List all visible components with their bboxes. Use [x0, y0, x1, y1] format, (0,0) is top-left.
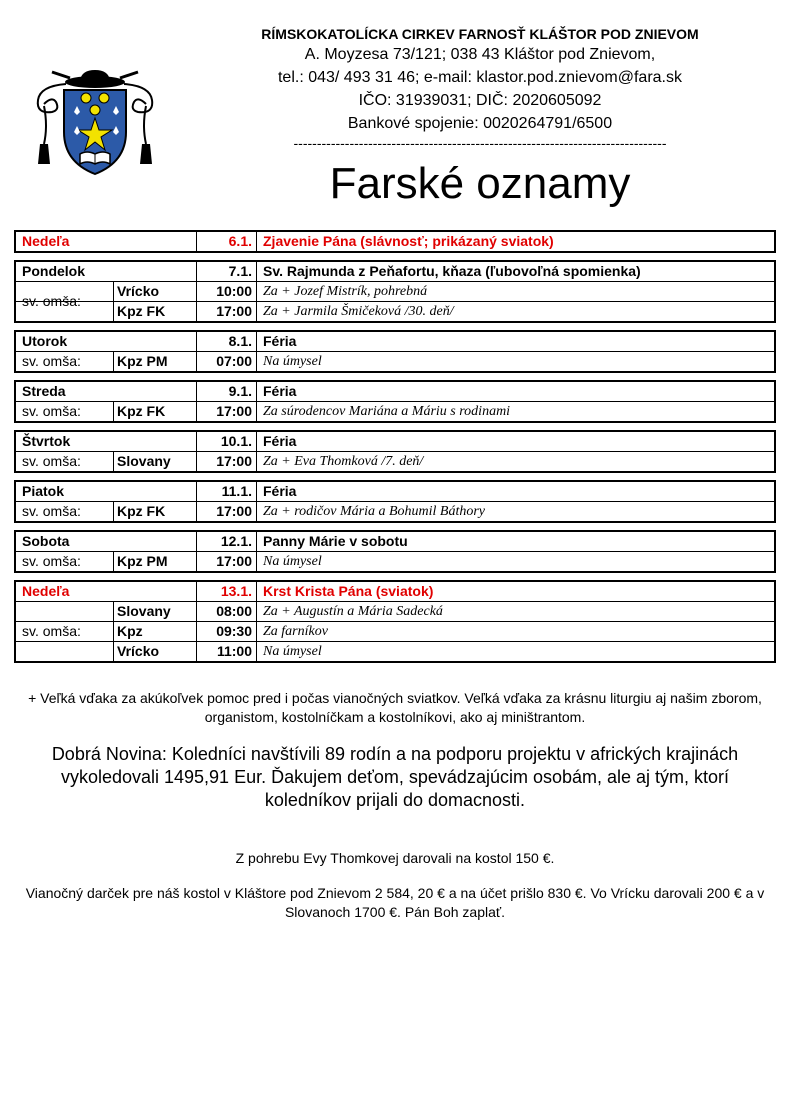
mass-label: sv. omša: — [22, 293, 81, 309]
mass-time: 07:00 — [197, 352, 257, 371]
mass-time: 08:00 — [197, 602, 257, 621]
day-header-row — [16, 262, 774, 281]
mass-label: sv. omša: — [22, 453, 81, 469]
day-block — [14, 230, 776, 253]
parish-bank: Bankové spojenie: 0020264791/6500 — [347, 115, 613, 132]
day-name: Nedeľa — [16, 582, 197, 601]
parish-ids: IČO: 31939031; DIČ: 2020605092 — [358, 92, 602, 109]
day-header-row — [16, 332, 774, 351]
mass-row — [16, 401, 774, 421]
mass-intent: Za + rodičov Mária a Bohumil Báthory — [263, 504, 486, 519]
day-description: Zjavenie Pána (slávnosť; prikázaný sviatok) — [263, 233, 554, 249]
day-date: 12.1. — [197, 532, 257, 551]
day-name: Nedeľa — [16, 232, 197, 251]
mass-time: 17:00 — [197, 552, 257, 571]
day-date: 10.1. — [197, 432, 257, 451]
gift-note: Vianočný darček pre náš kostol v Kláštore pod Znievom 2 584, 20 € a na účet prišlo 830 €. Vo Vrícku darovali 200 € a v Slovanoch 1700 €. Pán Boh zaplať. — [25, 885, 765, 920]
mass-time: 17:00 — [197, 502, 257, 521]
funeral-note: Z pohrebu Evy Thomkovej darovali na kostol 150 €. — [235, 850, 555, 866]
parish-contact: tel.: 043/ 493 31 46; e-mail: klastor.pod.znievom@fara.sk — [277, 69, 682, 86]
mass-intent: Na úmysel — [263, 554, 322, 569]
mass-intent: Za + Jarmila Šmičeková /30. deň/ — [263, 304, 454, 319]
mass-label: sv. omša: — [22, 403, 81, 419]
mass-intent: Za farníkov — [263, 624, 328, 639]
day-description: Panny Márie v sobotu — [263, 533, 408, 549]
mass-row — [16, 501, 774, 521]
day-block — [14, 580, 776, 663]
day-name: Pondelok — [16, 262, 197, 281]
day-name: Utorok — [16, 332, 197, 351]
mass-place: Slovany — [113, 452, 197, 471]
day-description: Féria — [263, 483, 297, 499]
mass-time: 09:30 — [197, 622, 257, 641]
mass-row — [16, 451, 774, 471]
day-date: 8.1. — [197, 332, 257, 351]
mass-place: Slovany — [113, 602, 197, 621]
mass-intent: Na úmysel — [263, 644, 322, 659]
day-header-row — [16, 382, 774, 401]
thanks-note: + Veľká vďaka za akúkoľvek pomoc pred i počas vianočných sviatkov. Veľká vďaka za krásnu liturgiu aj našim zborom, organistom, kostolníčkam a kostolníkovi, ako aj miništrantom. — [28, 690, 762, 725]
mass-intent: Za súrodencov Mariána a Máriu s rodinami — [263, 404, 511, 419]
mass-row — [16, 351, 774, 371]
day-header-row — [16, 232, 774, 251]
day-header-row — [16, 582, 774, 601]
mass-intent: Za + Augustín a Mária Sadecká — [263, 604, 443, 619]
day-description: Féria — [263, 383, 297, 399]
mass-place: Kpz FK — [113, 402, 197, 421]
mass-label: sv. omša: — [22, 623, 81, 639]
day-description: Sv. Rajmunda z Peňafortu, kňaza (ľubovoľná spomienka) — [263, 263, 641, 279]
day-header-row — [16, 482, 774, 501]
mass-row — [16, 281, 774, 301]
day-block — [14, 330, 776, 373]
mass-place: Vrícko — [113, 282, 197, 301]
day-name: Sobota — [16, 532, 197, 551]
mass-time: 17:00 — [197, 402, 257, 421]
header-separator: -------------------------------------------------------------------------------- — [293, 135, 667, 151]
mass-place: Kpz FK — [113, 502, 197, 521]
day-header-row — [16, 432, 774, 451]
page-title: Farské oznamy — [329, 159, 631, 208]
mass-row — [16, 551, 774, 571]
day-date: 11.1. — [197, 482, 257, 501]
mass-place: Vrícko — [113, 642, 197, 661]
mass-row — [16, 641, 774, 661]
day-header-row — [16, 532, 774, 551]
mass-intent: Za + Eva Thomková /7. deň/ — [263, 454, 424, 469]
mass-place: Kpz FK — [113, 302, 197, 321]
mass-label: sv. omša: — [22, 503, 81, 519]
good-news-note: Dobrá Novina: Koledníci navštívili 89 rodín a na podporu projektu v afrických krajinách vykoledovali 1495,91 Eur. Ďakujem deťom, spevádzajúcim osobám, ale aj tým, ktorí koledníkov prijali do domacnosti. — [51, 744, 739, 810]
day-description: Féria — [263, 333, 297, 349]
mass-place: Kpz PM — [113, 352, 197, 371]
mass-row — [16, 301, 774, 321]
parish-name: RÍMSKOKATOLÍCKA CIRKEV FARNOSŤ KLÁŠTOR POD ZNIEVOM — [261, 26, 699, 42]
day-name: Streda — [16, 382, 197, 401]
mass-label: sv. omša: — [22, 353, 81, 369]
mass-place: Kpz — [113, 622, 197, 641]
mass-row — [16, 621, 774, 641]
mass-time: 17:00 — [197, 302, 257, 321]
day-date: 9.1. — [197, 382, 257, 401]
day-block — [14, 430, 776, 473]
mass-intent: Na úmysel — [263, 354, 322, 369]
day-description: Krst Krista Pána (sviatok) — [263, 583, 434, 599]
day-block — [14, 530, 776, 573]
parish-crest — [30, 66, 160, 178]
day-block — [14, 260, 776, 323]
mass-row — [16, 601, 774, 621]
mass-intent: Za + Jozef Mistrík, pohrebná — [263, 284, 428, 299]
day-date: 6.1. — [197, 232, 257, 251]
day-block — [14, 480, 776, 523]
mass-label: sv. omša: — [22, 553, 81, 569]
day-block — [14, 380, 776, 423]
day-description: Féria — [263, 433, 297, 449]
mass-time: 10:00 — [197, 282, 257, 301]
day-name: Štvrtok — [16, 432, 197, 451]
mass-time: 17:00 — [197, 452, 257, 471]
day-name: Piatok — [16, 482, 197, 501]
day-date: 7.1. — [197, 262, 257, 281]
mass-place: Kpz PM — [113, 552, 197, 571]
parish-address: A. Moyzesa 73/121; 038 43 Kláštor pod Znievom, — [304, 46, 656, 63]
mass-time: 11:00 — [197, 642, 257, 661]
day-date: 13.1. — [197, 582, 257, 601]
